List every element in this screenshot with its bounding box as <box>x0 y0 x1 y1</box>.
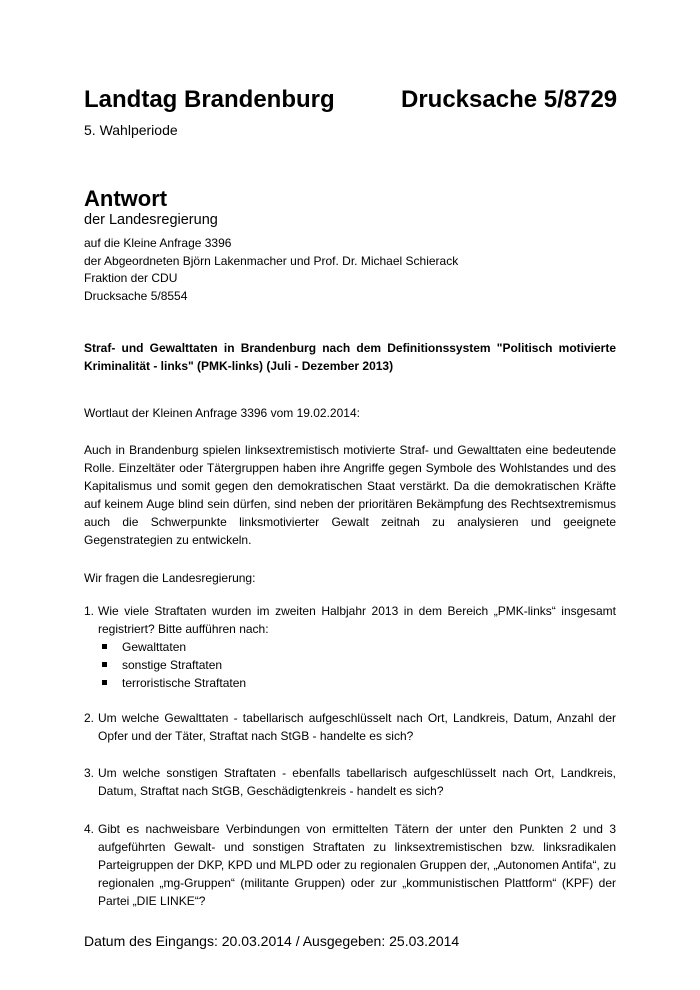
answer-meta <box>84 235 458 305</box>
meta-line: Drucksache 5/8554 <box>84 288 188 303</box>
question-text: Um welche Gewalttaten - tabellarisch aufgeschlüsselt nach Ort, Landkreis, Datum, Anzahl der Opfer und der Täter, Straftat nach StGB - handelte es sich? <box>98 711 616 743</box>
bullet-label: terroristische Straftaten <box>122 676 247 690</box>
bullet-square-icon <box>102 644 107 649</box>
list-item <box>98 674 616 692</box>
question-3 <box>84 764 616 800</box>
wortlaut-line: Wortlaut der Kleinen Anfrage 3396 vom 19.02.2014: <box>84 406 360 420</box>
question-text: Wie viele Straftaten wurden im zweiten Halbjahr 2013 in dem Bereich „PMK-links“ insgesamt registriert? Bitte aufführen nach: <box>98 604 616 636</box>
question-text: Gibt es nachweisbare Verbindungen von ermittelten Tätern der unter den Punkten 2 und 3 aufgeführten Gewalt- und sonstigen Straftaten zu linksextremistischen bzw. linksradikalen Parteigruppen der DKP, KPD und MLPD oder zu regionalen Gruppen der, „Autonomen Antifa“, zu regionalen „mg-Gruppen“ (militante Gruppen) oder zur „kommunistischen Plattform“ (KPF) der Partei „DIE LINKE“? <box>98 822 616 908</box>
question-4 <box>84 820 616 910</box>
intro-paragraph: Auch in Brandenburg spielen linksextremistisch motivierte Straf- und Gewalttaten eine bedeutende Rolle. Einzeltäter oder Tätergruppen haben ihre Angriffe gegen Symbole des Wohlstandes und des Kapitalismus und somit gegen den demokratischen Staat verstärkt. Da die demokratischen Kräfte auf keinem Auge blind sein dürfen, sind neben der prioritären Bekämpfung des Rechtsextremismus auch die Schwerpunkte linksmotivierter Gewalt zeitnah zu analysieren und geeignete Gegenstrategien zu entwickeln. <box>84 443 616 547</box>
bullet-label: Gewalttaten <box>122 640 187 654</box>
document-title: Straf- und Gewalttaten in Brandenburg nach dem Definitionssystem "Politisch motivierte Kriminalität - links" (PMK-links) (Juli - Dezember 2013) <box>84 341 616 373</box>
institution-title: Landtag Brandenburg <box>84 86 335 113</box>
question-1 <box>84 602 616 692</box>
answer-heading: Antwort <box>84 186 168 211</box>
meta-line: Fraktion der CDU <box>84 271 178 285</box>
question-number: 4. <box>84 822 95 836</box>
question-number: 1. <box>84 604 95 618</box>
meta-line: auf die Kleine Anfrage 3396 <box>84 236 232 250</box>
question-2 <box>84 709 616 745</box>
wir-fragen-line: Wir fragen die Landesregierung: <box>84 571 256 585</box>
wahlperiode: 5. Wahlperiode <box>84 122 178 138</box>
question-1-bullets <box>98 638 616 692</box>
list-item <box>98 656 616 674</box>
question-number: 2. <box>84 711 95 725</box>
drucksache-number: Drucksache 5/8729 <box>401 86 618 113</box>
question-number: 3. <box>84 766 95 780</box>
list-item <box>98 638 616 656</box>
bullet-square-icon <box>102 680 107 685</box>
bullet-label: sonstige Straftaten <box>122 658 223 672</box>
bullet-square-icon <box>102 662 107 667</box>
meta-line: der Abgeordneten Björn Lakenmacher und Prof. Dr. Michael Schierack <box>84 253 459 268</box>
footer-dates: Datum des Eingangs: 20.03.2014 / Ausgegeben: 25.03.2014 <box>84 933 460 949</box>
answer-subheading: der Landesregierung <box>84 212 218 228</box>
question-text: Um welche sonstigen Straftaten - ebenfalls tabellarisch aufgeschlüsselt nach Ort, Landkreis, Datum, Straftat nach StGB, Geschädigtenkreis - handelt es sich? <box>98 766 616 798</box>
